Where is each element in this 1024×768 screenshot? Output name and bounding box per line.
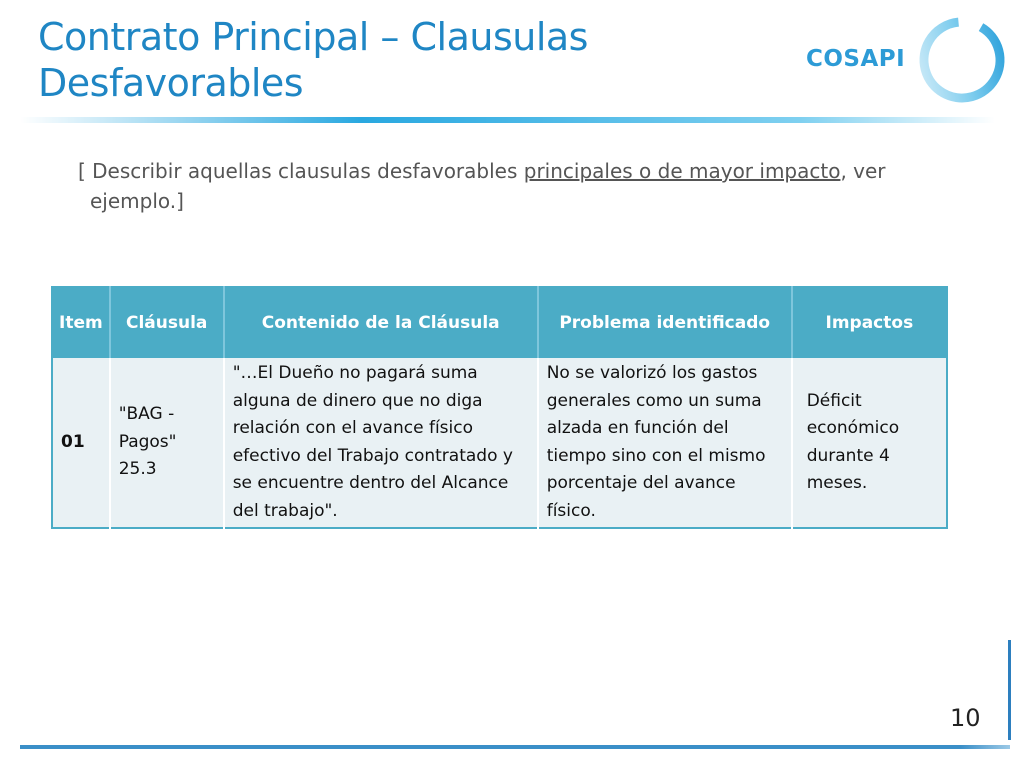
- header-problema: Problema identificado: [538, 287, 792, 358]
- cosapi-logo-text: COSAPI: [806, 46, 906, 72]
- footer-divider: [20, 745, 1010, 749]
- cell-item: 01: [52, 358, 110, 528]
- title-line-2: Desfavorables: [38, 61, 304, 105]
- table-header-row: [52, 287, 947, 358]
- title-divider: [20, 117, 995, 123]
- footer-vertical-line: [1008, 640, 1011, 740]
- header-item: Item: [52, 287, 110, 358]
- cosapi-logo-ring-icon: [918, 16, 1006, 104]
- cell-impactos: Déficit económico durante 4 meses.: [792, 358, 947, 528]
- cell-problema: No se valorizó los gastos generales como un suma alzada en función del tiempo sino con el mismo porcentaje del avance físico.: [538, 358, 792, 528]
- header-contenido: Contenido de la Cláusula: [224, 287, 538, 358]
- instruction-part-1: [ Describir aquellas clausulas desfavorables: [78, 159, 524, 183]
- instruction-part-2: , ver: [840, 159, 886, 183]
- instruction-line-2: ejemplo.]: [90, 189, 184, 213]
- clauses-table: [51, 286, 948, 529]
- slide-title: [38, 14, 738, 106]
- cell-contenido: "…El Dueño no pagará suma alguna de dinero que no diga relación con el avance físico efectivo del Trabajo contratado y se encuentre dentro del Alcance del trabajo".: [224, 358, 538, 528]
- page-number: 10: [950, 704, 981, 732]
- instruction-text: [78, 156, 958, 216]
- cell-clausula: "BAG - Pagos" 25.3: [110, 358, 224, 528]
- title-line-1: Contrato Principal – Clausulas: [38, 15, 588, 59]
- table-row: [52, 358, 947, 528]
- header-impactos: Impactos: [792, 287, 947, 358]
- header-clausula: Cláusula: [110, 287, 224, 358]
- instruction-underlined: principales o de mayor impacto: [523, 159, 841, 183]
